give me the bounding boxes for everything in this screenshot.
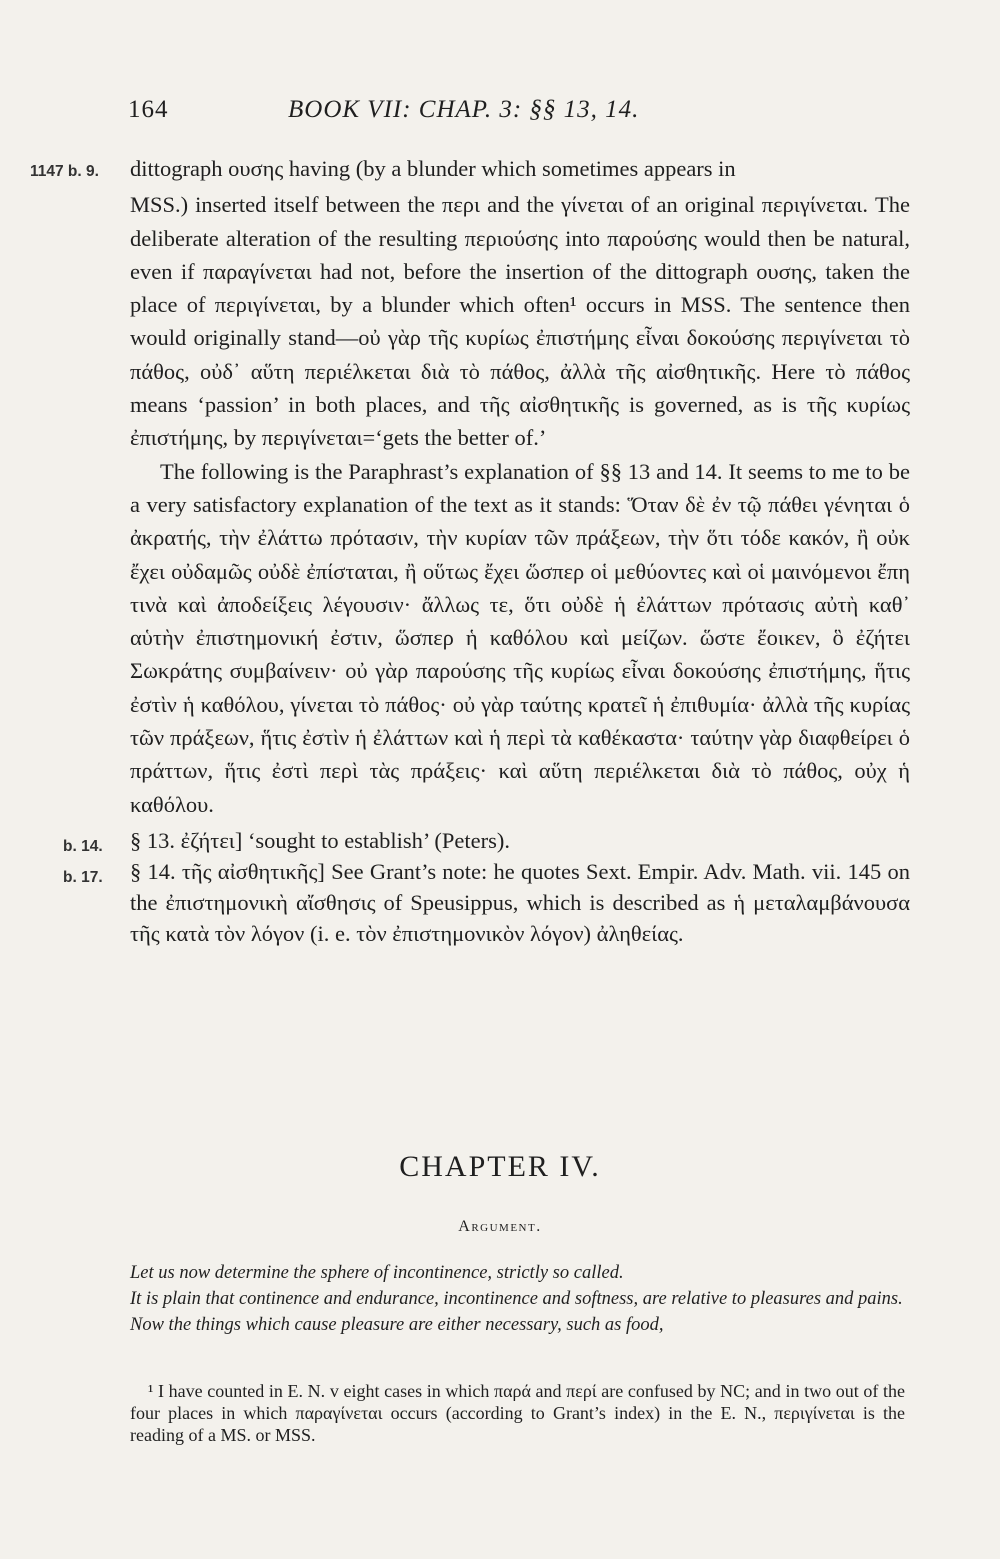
line-reference: 1147 b. 9. [30, 163, 99, 180]
page-number: 164 [128, 96, 169, 123]
argument-text [130, 1260, 905, 1338]
note-14 [30, 856, 910, 949]
running-header [128, 96, 748, 136]
line-reference: b. 14. [63, 837, 103, 855]
argument-line-3: Now the things which cause pleasure are either necessary, such as food, [130, 1315, 664, 1335]
argument-line-2: It is plain that continence and endurance, incontinence and softness, are relative to pleasures and pains. [130, 1289, 903, 1309]
note-13-text: § 13. ἐζήτει] ‘sought to establish’ (Peters). [130, 827, 510, 853]
paragraph-1-first-line [30, 152, 910, 188]
argument-line-1: Let us now determine the sphere of incontinence, strictly so called. [130, 1263, 624, 1283]
footnote-text: ¹ I have counted in E. N. v eight cases in which παρά and περί are confused by NC; and in two out of the four places in which παραγίνεται occurs (according to Grant’s index) in the E. N., περιγίνεται is the reading of a MS. or MSS. [130, 1381, 905, 1445]
line-reference: b. 17. [63, 868, 103, 886]
commentary-body [30, 152, 910, 949]
chapter-heading: CHAPTER IV. [399, 1150, 601, 1183]
note-14-text: § 14. τῆς αἰσθητικῆς] See Grant’s note: he quotes Sext. Empir. Adv. Math. vii. 145 on the ἐπιστημονικὴ αἴσθησις of Speusippus, which is described as ἡ μεταλαμβάνουσα τῆς κατὰ τὸν λόγον (i. e. τὸν ἐπιστημονικὸν λόγον) ἀληθείας. [130, 858, 910, 946]
note-13 [30, 825, 910, 856]
footnote [130, 1380, 905, 1446]
paragraph-1-continuation: MSS.) inserted itself between the περι and the γίνεται of an original περιγίνεται. The deliberate alteration of the resulting περιούσης into παρούσης would then be natural, even if παραγίνεται had not, before the insertion of the dittograph ουσης, taken the place of περιγίνεται, by a blunder which often¹ occurs in MSS. The sentence then would originally stand—οὐ γὰρ τῆς κυρίως ἐπιστήμης εἶναι δοκούσης περιγίνεται τὸ πάθος, οὐδ᾽ αὕτη περιέλκεται διὰ τὸ πάθος, ἀλλὰ τῆς αἰσθητικῆς. Here τὸ πάθος means ‘passion’ in both places, and τῆς αἰσθητικῆς is governed, as is τῆς κυρίως ἐπιστήμης, by περιγίνεται=‘gets the better of.’ [130, 192, 910, 451]
paragraph-2: The following is the Paraphrast’s explanation of §§ 13 and 14. It seems to me to be a very satisfactory explanation of the text as it stands: Ὅταν δὲ ἐν τῷ πάθει γένηται ὁ ἀκρατής, τὴν ἐλάττω πρότασιν, τὴν κυρίαν τῶν πράξεων, τὴν ὅτι τόδε κακόν, ἢ οὐκ ἔχει οὐδαμῶς οὐδὲ ἐπίσταται, ἢ οὕτως ἔχει ὥσπερ οἱ μεθύοντες καὶ οἱ μαινόμενοι ἔπη τινὰ καὶ ἀποδείξεις λέγουσιν· ἄλλως τε, ὅτι οὐδὲ ἡ ἐλάττων πρότασις αὐτὴ καθ᾽ αὑτὴν ἐπιστημονική ἐστιν, ὥσπερ ἡ καθόλου καὶ μείζων. ὥστε ἔοικεν, ὃ ἐζήτει Σωκράτης συμβαίνειν· οὐ γὰρ παρούσης τῆς κυρίως εἶναι δοκούσης ἐπιστήμης, ἥτις ἐστὶν ἡ καθόλου, γίνεται τὸ πάθος· οὐ γὰρ ταύτης κρατεῖ ἡ ἐπιθυμία· ἀλλὰ τῆς κυρίας τῶν πράξεων, ἥτις ἐστὶν ἡ ἐλάττων καὶ ἡ περὶ τὰ καθέκαστα· ταύτην γὰρ διαφθείρει ὁ πράττων, ἥτις ἐστὶ περὶ τὰς πράξεις· καὶ αὕτη περιέλκεται διὰ τὸ πάθος, οὐχ ἡ καθόλου. [130, 458, 910, 817]
running-title: BOOK VII: CHAP. 3: §§ 13, 14. [288, 96, 640, 123]
argument-heading: Argument. [458, 1218, 542, 1235]
paragraph-1-line1-text: dittograph ουσης having (by a blunder which sometimes appears in [130, 156, 736, 181]
